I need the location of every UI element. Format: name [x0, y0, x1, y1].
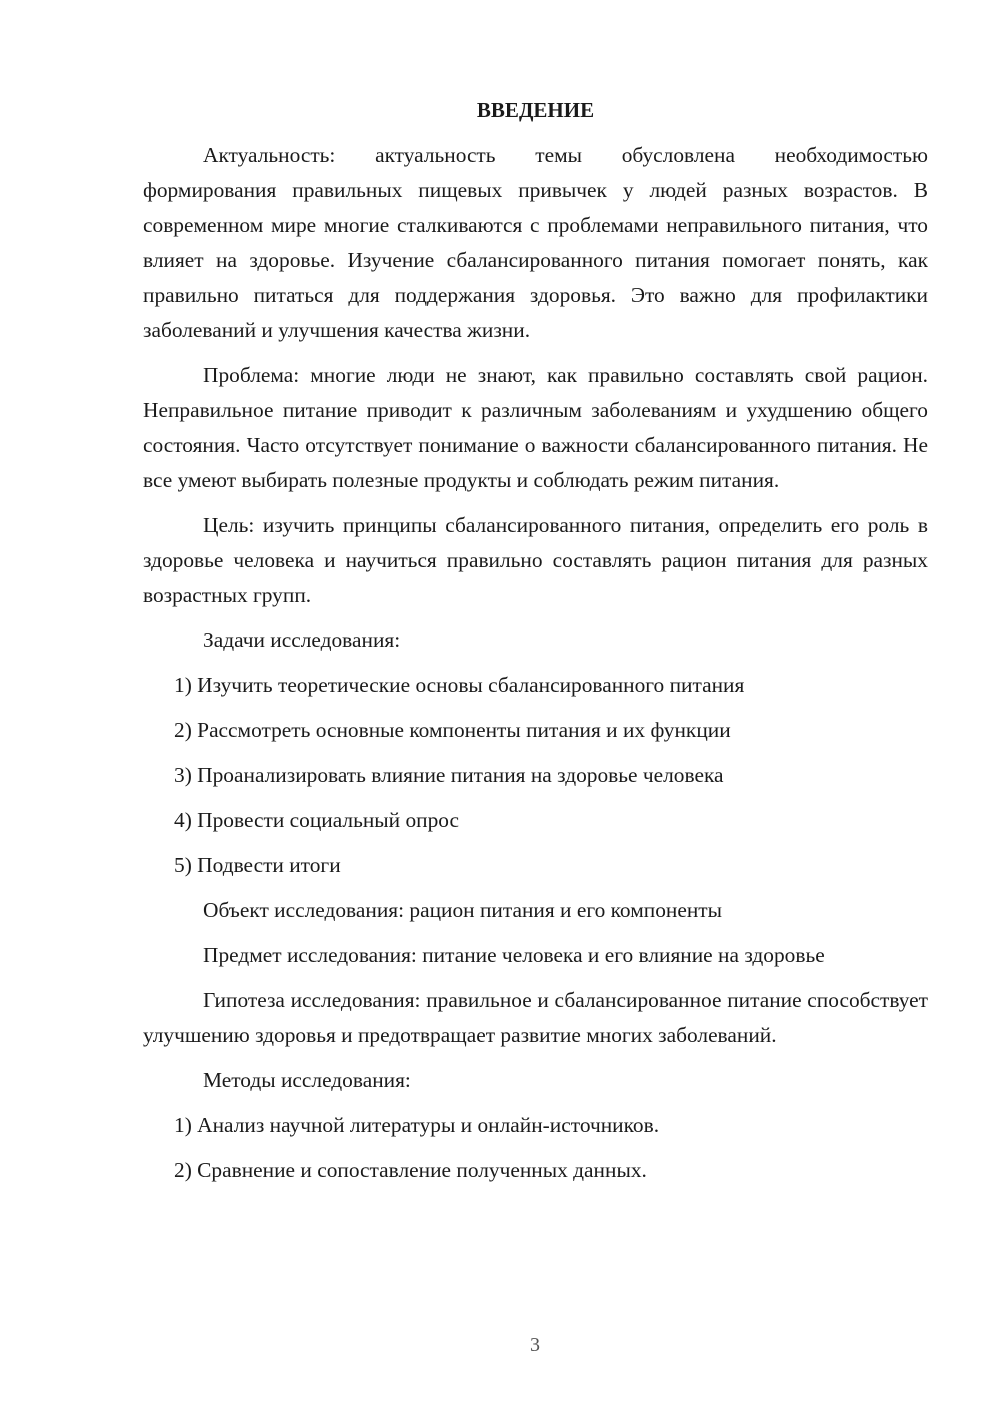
object-line: Объект исследования: рацион питания и его компоненты [203, 898, 723, 922]
tasks-list [143, 668, 928, 883]
relevance-paragraph: Актуальность: актуальность темы обусловлена необходимостью формирования правильных пищевых привычек у людей разных возрастов. В современном мире многие сталкиваются с проблемами неправильного питания, что влияет на здоровье. Изучение сбалансированного питания помогает понять, как правильно питаться для поддержания здоровья. Это важно для профилактики заболеваний и улучшения качества жизни. [143, 143, 928, 342]
task-item: 2) Рассмотреть основные компоненты питания и их функции [174, 718, 731, 742]
task-item: 1) Изучить теоретические основы сбалансированного питания [174, 673, 745, 697]
subject-line: Предмет исследования: питание человека и его влияние на здоровье [203, 943, 825, 967]
task-item: 5) Подвести итоги [174, 853, 341, 877]
tasks-title: Задачи исследования: [203, 628, 401, 652]
methods-title: Методы исследования: [203, 1068, 411, 1092]
document-page [143, 94, 928, 1198]
goal-paragraph: Цель: изучить принципы сбалансированного питания, определить его роль в здоровье человека и научиться правильно составлять рацион питания для разных возрастных групп. [143, 513, 928, 607]
problem-paragraph: Проблема: многие люди не знают, как правильно составлять свой рацион. Неправильное питание приводит к различным заболеваниям и ухудшению общего состояния. Часто отсутствует понимание о важности сбалансированного питания. Не все умеют выбирать полезные продукты и соблюдать режим питания. [143, 363, 928, 492]
task-item: 4) Провести социальный опрос [174, 808, 460, 832]
page-number: 3 [530, 1334, 540, 1356]
section-heading: ВВЕДЕНИЕ [476, 98, 595, 122]
task-item: 3) Проанализировать влияние питания на здоровье человека [174, 763, 724, 787]
method-item: 2) Сравнение и сопоставление полученных данных. [174, 1158, 647, 1182]
hypothesis-paragraph: Гипотеза исследования: правильное и сбалансированное питание способствует улучшению здоровья и предотвращает развитие многих заболеваний. [143, 988, 928, 1047]
method-item: 1) Анализ научной литературы и онлайн-источников. [174, 1113, 660, 1137]
methods-list [143, 1108, 928, 1188]
